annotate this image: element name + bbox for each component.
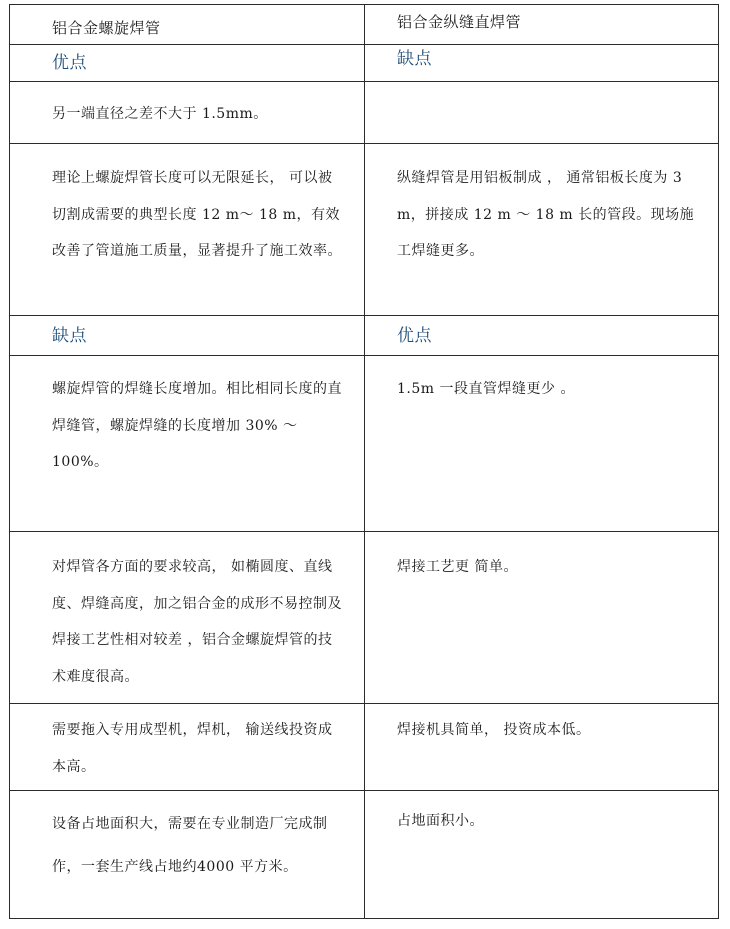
cell-text: 螺旋焊管的焊缝长度增加。相比相同长度的直焊缝管，螺旋焊缝的长度增加 30% ～ 100%。: [52, 381, 342, 470]
table-cell-right: [364, 790, 719, 919]
table-cell-right: [364, 81, 719, 144]
cell-text: 占地面积小。: [397, 813, 484, 829]
section-cell-left: [9, 315, 365, 356]
section-cell-left: [9, 44, 365, 82]
section-cell-right: [364, 44, 719, 82]
cell-text: 焊接机具简单， 投资成本低。: [397, 722, 591, 738]
table-row: [9, 703, 719, 791]
table-cell-left: [9, 81, 365, 144]
table-cell-right: [364, 143, 719, 316]
section-label-cons: 缺点: [52, 326, 87, 346]
header-row: [9, 4, 719, 45]
cell-text: 1.5m 一段直管焊缝更少 。: [397, 381, 575, 397]
cell-text: 焊接工艺更 简单。: [397, 559, 518, 575]
table-cell-left: [9, 143, 365, 316]
table-cell-left: [9, 703, 365, 791]
table-cell-right: [364, 355, 719, 532]
table-cell-left: [9, 355, 365, 532]
section-label-pros: 优点: [397, 326, 432, 346]
section-label-pros: 优点: [52, 53, 87, 73]
table-cell-right: [364, 703, 719, 791]
comparison-table: [9, 4, 719, 919]
cell-text: 纵缝焊管是用铝板制成 ， 通常铝板长度为 3 m，拼接成 12 m ～ 18 m 长的管段。现场施工焊缝更多。: [397, 170, 695, 259]
header-title-spiral: 铝合金螺旋焊管: [52, 19, 161, 37]
header-cell-left: [9, 4, 365, 45]
header-title-longitudinal: 铝合金纵缝直焊管: [397, 13, 522, 31]
section-label-cons: 缺点: [397, 49, 432, 69]
table-cell-left: [9, 790, 365, 919]
table-row: [9, 143, 719, 316]
table-cell-right: [364, 531, 719, 704]
table-row: [9, 790, 719, 919]
cell-text: 需要拖入专用成型机，焊机， 输送线投资成本高。: [52, 722, 333, 775]
section-cell-right: [364, 315, 719, 356]
section-row-1: [9, 44, 719, 82]
section-row-2: [9, 315, 719, 356]
header-cell-right: [364, 4, 719, 45]
cell-text: 理论上螺旋焊管长度可以无限延长， 可以被切割成需要的典型长度 12 m～ 18 m，有效改善了管道施工质量，显著提升了施工效率。: [52, 170, 342, 259]
table-row: [9, 355, 719, 532]
table-row: [9, 81, 719, 144]
cell-text: 设备占地面积大，需要在专业制造厂完成制作，一套生产线占地约4000 平方米。: [52, 816, 328, 875]
table-row: [9, 531, 719, 704]
cell-text: 对焊管各方面的要求较高， 如椭圆度、直线度、焊缝高度，加之铝合金的成形不易控制及焊接工艺性相对较差 ，铝合金螺旋焊管的技术难度很高。: [52, 559, 342, 685]
table-cell-left: [9, 531, 365, 704]
cell-text: 另一端直径之差不大于 1.5mm。: [52, 106, 268, 122]
